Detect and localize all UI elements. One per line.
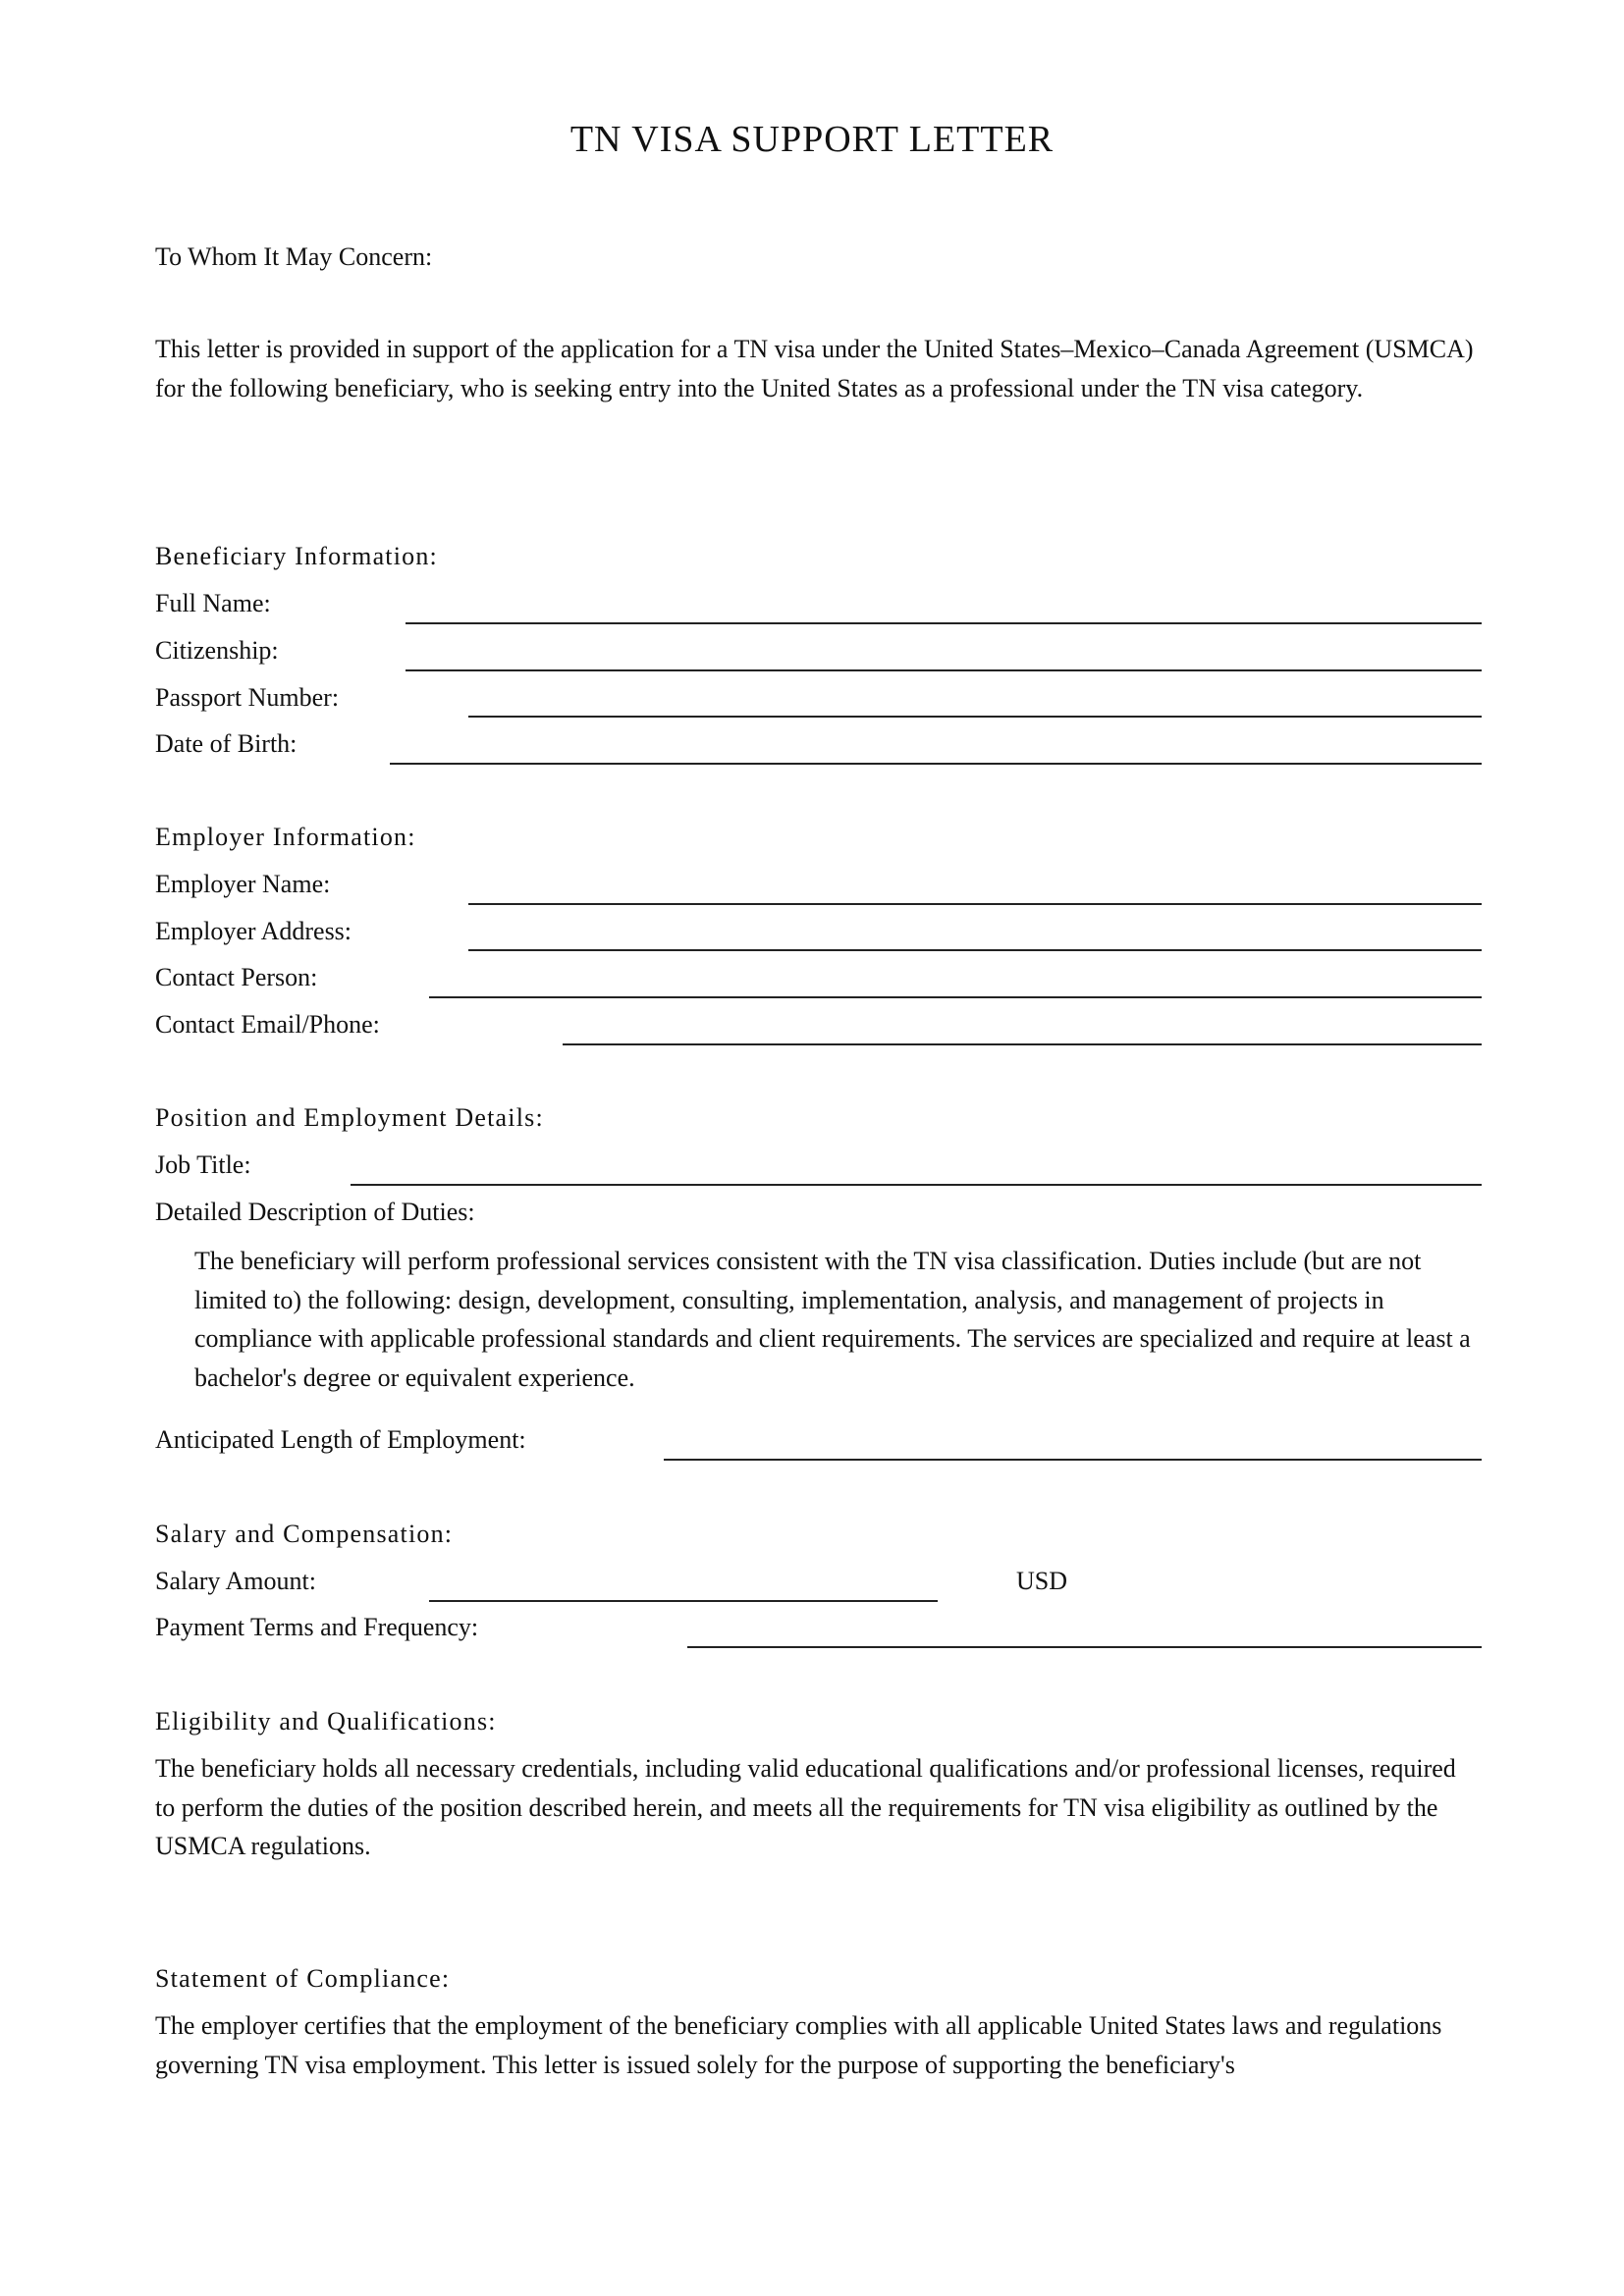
date-of-birth-label: Date of Birth: <box>155 729 298 758</box>
contact-person-field[interactable] <box>429 996 1482 998</box>
employer-name-label: Employer Name: <box>155 870 331 898</box>
citizenship-field[interactable] <box>406 669 1482 671</box>
employer-address-label: Employer Address: <box>155 917 352 945</box>
passport-number-label: Passport Number: <box>155 683 340 712</box>
full-name-field[interactable] <box>406 622 1482 624</box>
payment-terms-field[interactable] <box>687 1646 1482 1648</box>
job-title-field[interactable] <box>351 1184 1482 1186</box>
eligibility-heading: Eligibility and Qualifications: <box>155 1707 497 1735</box>
duties-label: Detailed Description of Duties: <box>155 1198 475 1226</box>
currency-label: USD <box>1016 1567 1068 1595</box>
intro-paragraph: This letter is provided in support of the application for a TN visa under the United States–Mexico–Canada Agreement (USMCA) for the following beneficiary, who is seeking entry into the United States as a professional under the TN visa category. <box>155 335 1474 402</box>
salary-amount-label: Salary Amount: <box>155 1567 316 1595</box>
citizenship-label: Citizenship: <box>155 636 279 665</box>
document-title: TN VISA SUPPORT LETTER <box>569 119 1055 160</box>
contact-email-phone-label: Contact Email/Phone: <box>155 1010 380 1039</box>
beneficiary-heading: Beneficiary Information: <box>155 542 438 570</box>
date-of-birth-field[interactable] <box>390 763 1482 765</box>
payment-terms-label: Payment Terms and Frequency: <box>155 1613 479 1641</box>
eligibility-paragraph: The beneficiary holds all necessary credentials, including valid educational qualifications and/or professional licenses, required to perform the duties of the position described herein, and meets all the requirements for TN visa eligibility as outlined by the USMCA regulations. <box>155 1754 1456 1860</box>
full-name-label: Full Name: <box>155 589 271 617</box>
employer-heading: Employer Information: <box>155 823 416 851</box>
employer-name-field[interactable] <box>468 903 1482 905</box>
salary-amount-field[interactable] <box>429 1600 938 1602</box>
contact-person-label: Contact Person: <box>155 963 318 991</box>
job-title-label: Job Title: <box>155 1150 251 1179</box>
position-heading: Position and Employment Details: <box>155 1103 544 1132</box>
passport-number-field[interactable] <box>468 716 1482 718</box>
salutation: To Whom It May Concern: <box>155 242 433 271</box>
duties-description: The beneficiary will perform professional services consistent with the TN visa classification. Duties include (but are not limited to) the following: design, development, consulting, implementation, analysis, and management of projects in compliance with applicable professional standards and client requirements. The services are specialized and require at least a bachelor's degree or equivalent experience. <box>194 1247 1471 1392</box>
employment-length-field[interactable] <box>664 1459 1482 1461</box>
salary-heading: Salary and Compensation: <box>155 1520 454 1548</box>
compliance-paragraph: The employer certifies that the employment of the beneficiary complies with all applicable United States laws and regulations governing TN visa employment. This letter is issued solely for the purpose of supporting the beneficiary's <box>155 2011 1442 2079</box>
compliance-heading: Statement of Compliance: <box>155 1964 451 1993</box>
contact-email-phone-field[interactable] <box>563 1043 1482 1045</box>
employment-length-label: Anticipated Length of Employment: <box>155 1425 526 1454</box>
employer-address-field[interactable] <box>468 949 1482 951</box>
